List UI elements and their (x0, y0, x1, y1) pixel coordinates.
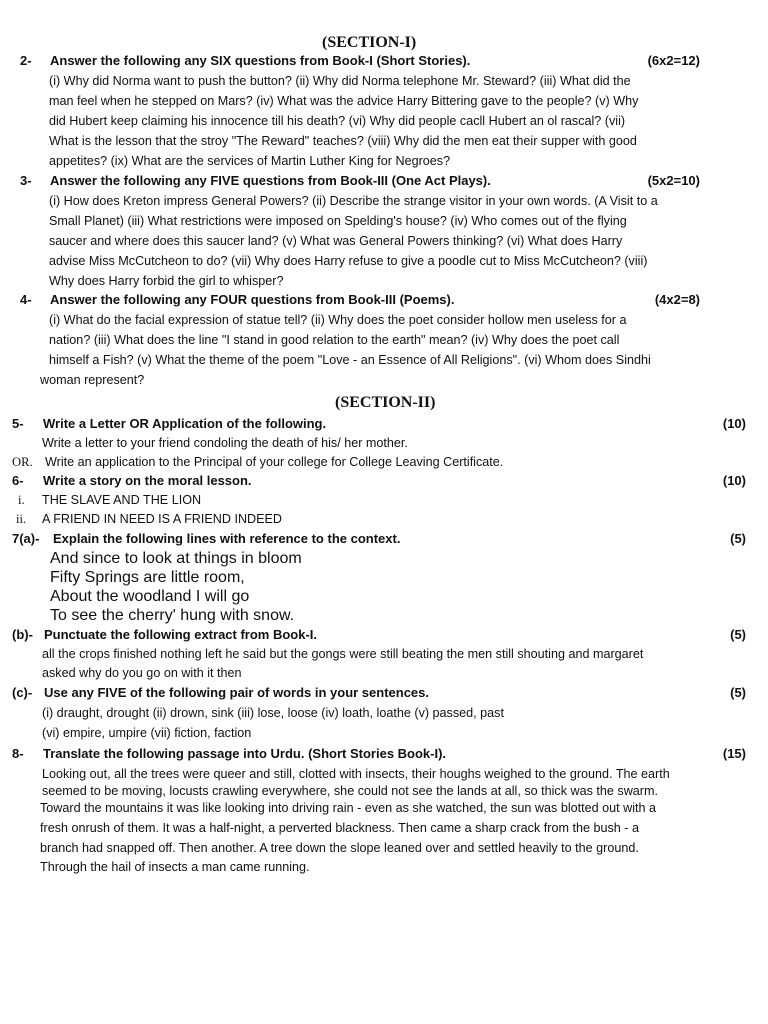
q7a-poem-line: About the woodland I will go (50, 588, 250, 605)
q4-line: nation? (iii) What does the line "I stand in good relation to the earth" mean? (iv) Why does the poet call (49, 333, 620, 347)
q7c-word-pairs: (i) draught, drought (ii) drown, sink (iii) lose, loose (iv) loath, loathe (v) passed, past (42, 706, 504, 720)
q4-line: woman represent? (40, 373, 145, 387)
q3-instruction: Answer the following any FIVE questions from Book-III (One Act Plays). (50, 173, 491, 188)
q8-passage-line: Toward the mountains it was like looking into driving rain - even as she watched, the sun was blotted out with a (40, 801, 657, 815)
q7c-number: (c)- (12, 685, 33, 700)
q6-instruction: Write a story on the moral lesson. (43, 473, 252, 488)
q7b-number: (b)- (12, 627, 33, 642)
q2-number: 2- (20, 53, 32, 68)
q2-line: What is the lesson that the stroy "The Reward" teaches? (viii) Why did the men eat their supper with good (49, 134, 637, 148)
q5-number: 5- (12, 416, 24, 431)
q2-line: (i) Why did Norma want to push the button? (ii) Why did Norma telephone Mr. Steward? (iii) What did the (49, 74, 631, 88)
q3-line: saucer and where does this saucer land? (v) What was General Powers thinking? (vi) What does Harry (49, 234, 623, 248)
q2-instruction: Answer the following any SIX questions from Book-I (Short Stories). (50, 53, 471, 68)
q6-number: 6- (12, 473, 24, 488)
q3-number: 3- (20, 173, 32, 188)
q6-item-roman: ii. (16, 512, 27, 526)
q5-marks: (10) (722, 416, 746, 431)
q4-line: himself a Fish? (v) What the theme of the poem "Love - an Essence of All Religions". (vi) Whom does Sindhi (49, 353, 651, 367)
q8-number: 8- (12, 746, 24, 761)
q6-item-text: A FRIEND IN NEED IS A FRIEND INDEED (42, 512, 283, 526)
q7a-poem-line: To see the cherry' hung with snow. (50, 607, 295, 624)
q7c-marks: (5) (730, 685, 746, 700)
q2-line: did Hubert keep claiming his innocence till his death? (vi) Why did people cacll Hubert an ol rascal? (vii) (49, 114, 626, 128)
q3-line: Small Planet) (iii) What restrictions were imposed on Spelding's house? (iv) Who comes out of the flying (49, 214, 627, 228)
q4-number: 4- (20, 292, 32, 307)
q8-marks: (15) (722, 746, 746, 761)
q7c-word-pairs: (vi) empire, umpire (vii) fiction, faction (42, 726, 252, 740)
q7a-poem-line: And since to look at things in bloom (50, 550, 302, 567)
q4-line: (i) What do the facial expression of statue tell? (ii) Why does the poet consider hollow men useless for a (49, 313, 627, 327)
q7a-poem-line: Fifty Springs are little room, (50, 569, 245, 586)
section-2-heading: (SECTION-II) (335, 394, 436, 411)
q8-passage-line: fresh onrush of them. It was a half-night, a perverted blackness. Then came a sharp crack from the bush - a (40, 821, 639, 835)
q7a-instruction: Explain the following lines with reference to the context. (53, 531, 401, 546)
q8-passage-line: Looking out, all the trees were queer and still, clotted with insects, their houghs weighed to the ground. The earth (42, 767, 670, 781)
q5-letter-option: Write a letter to your friend condoling the death of his/ her mother. (42, 436, 408, 450)
q2-line: man feel when he stepped on Mars? (iv) What was the advice Harry Bittering gave to the people? (v) Why (49, 94, 639, 108)
q8-passage-line: branch had snapped off. Then another. A tree down the slope leaned over and settled heavily to the ground. (40, 841, 639, 855)
q4-marks: (4x2=8) (654, 292, 700, 307)
q5-application-option: Write an application to the Principal of your college for College Leaving Certificate. (45, 455, 504, 469)
q6-item-roman: i. (18, 493, 25, 507)
q2-line: appetites? (ix) What are the services of Martin Luther King for Negroes? (49, 154, 451, 168)
q7b-marks: (5) (730, 627, 746, 642)
q3-line: advise Miss McCutcheon to do? (vii) Why does Harry refuse to give a poodle cut to Miss McCutcheon? (viii) (49, 254, 648, 268)
q3-marks: (5x2=10) (647, 173, 700, 188)
q8-instruction: Translate the following passage into Urdu. (Short Stories Book-I). (43, 746, 447, 761)
q6-item-text: THE SLAVE AND THE LION (42, 493, 202, 507)
q6-marks: (10) (722, 473, 746, 488)
q5-instruction: Write a Letter OR Application of the following. (43, 416, 327, 431)
section-1-heading: (SECTION-I) (322, 34, 417, 51)
q2-marks: (6x2=12) (647, 53, 700, 68)
q7a-marks: (5) (730, 531, 746, 546)
q7c-instruction: Use any FIVE of the following pair of words in your sentences. (44, 685, 430, 700)
q7a-number: 7(a)- (12, 531, 40, 546)
q3-line: Why does Harry forbid the girl to whisper? (49, 274, 284, 288)
q8-passage-line: seemed to be moving, locusts crawling everywhere, she could not see the lands at all, so thick was the swarm. (42, 784, 658, 798)
q7b-extract-line: all the crops finished nothing left he said but the gongs were still beating the men still shouting and margaret (42, 647, 644, 661)
q7b-instruction: Punctuate the following extract from Book-I. (44, 627, 318, 642)
q3-line: (i) How does Kreton impress General Powers? (ii) Describe the strange visitor in your own words. (A Visit to a (49, 194, 658, 208)
q7b-extract-line: asked why do you go on with it then (42, 666, 242, 680)
q8-passage-line: Through the hail of insects a man came running. (40, 860, 310, 874)
q4-instruction: Answer the following any FOUR questions from Book-III (Poems). (50, 292, 455, 307)
q5-or-label: OR. (12, 455, 33, 469)
